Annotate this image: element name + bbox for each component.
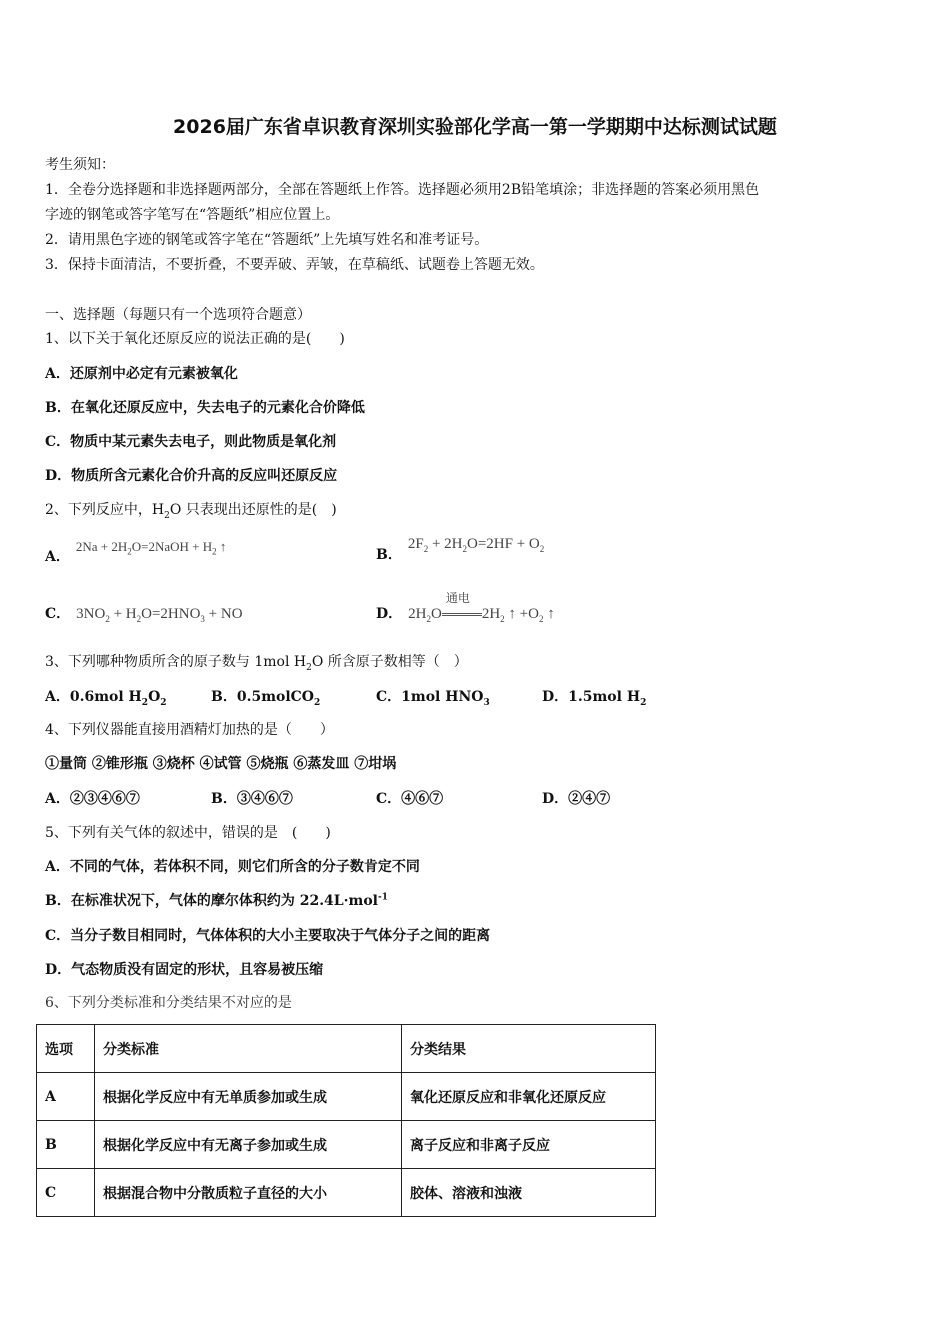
q1-option-c: C．物质中某元素失去电子，则此物质是氧化剂 bbox=[45, 434, 337, 450]
table-row bbox=[37, 1121, 656, 1169]
table-cell: 氧化还原反应和非氧化还原反应 bbox=[402, 1073, 656, 1121]
table-header-cell: 分类结果 bbox=[402, 1025, 656, 1073]
q1-option-d: D．物质所含元素化合价升高的反应叫还原反应 bbox=[45, 468, 338, 484]
q6-stem: 6、下列分类标准和分类结果不对应的是 bbox=[45, 995, 292, 1011]
notice-item-1-cont: 字迹的钢笔或答字笔写在“答题纸”相应位置上。 bbox=[45, 207, 340, 223]
q4-option-d: D．②④⑦ bbox=[542, 791, 611, 807]
q2-option-c: C． $3NO_2 + H_2O=2HNO_3$ + NO bbox=[45, 606, 243, 624]
q4-option-a: A．②③④⑥⑦ bbox=[45, 791, 140, 807]
q3-stem: 3、下列哪种物质所含的原子数与 1mol $H_2O$ 所含原子数相等（ ） bbox=[45, 654, 468, 673]
table-cell: 根据混合物中分散质粒子直径的大小 bbox=[95, 1169, 402, 1217]
table-cell: 胶体、溶液和浊液 bbox=[402, 1169, 656, 1217]
table-header-cell: 选项 bbox=[37, 1025, 95, 1073]
q5-option-b: B．在标准状况下，气体的摩尔体积约为 22.4L·mol$^{-1}$ bbox=[45, 892, 388, 909]
table-row bbox=[37, 1073, 656, 1121]
table-header-cell: 分类标准 bbox=[95, 1025, 402, 1073]
section-heading: 一、选择题（每题只有一个选项符合题意） bbox=[45, 307, 311, 323]
notice-item-1: 1．全卷分选择题和非选择题两部分，全部在答题纸上作答。选择题必须用2B铅笔填涂；非选择题的答案必须用黑色 bbox=[45, 182, 760, 198]
q4-option-c: C．④⑥⑦ bbox=[376, 791, 444, 807]
q2-option-a: A．$2Na + 2H_2O=2NaOH + H_2$ ↑ bbox=[45, 539, 227, 565]
classification-table bbox=[36, 1024, 656, 1217]
q3-option-b: B．0.5molCO$_2$ bbox=[211, 689, 321, 708]
notice-item-3: 3．保持卡面清洁，不要折叠，不要弄破、弄皱，在草稿纸、试题卷上答题无效。 bbox=[45, 257, 544, 273]
table-row bbox=[37, 1169, 656, 1217]
notice-item-2: 2．请用黑色字迹的钢笔或答字笔在“答题纸”上先填写姓名和准考证号。 bbox=[45, 232, 489, 248]
q3-option-a: A．0.6mol $H_2O_2$ bbox=[45, 689, 167, 708]
electrolysis-arrow: 通电 bbox=[442, 606, 482, 623]
table-cell: 根据化学反应中有无单质参加或生成 bbox=[95, 1073, 402, 1121]
q3-option-c: C．1mol $HNO_3$ bbox=[376, 689, 490, 708]
table-header-row bbox=[37, 1025, 656, 1073]
q5-option-c: C．当分子数目相同时，气体体积的大小主要取决于气体分子之间的距离 bbox=[45, 928, 491, 944]
q2-option-b: B．$2F_2 + 2H_2O=2HF + O_2$ bbox=[376, 536, 545, 563]
q4-items: ①量筒 ②锥形瓶 ③烧杯 ④试管 ⑤烧瓶 ⑥蒸发皿 ⑦坩埚 bbox=[45, 756, 397, 772]
table-cell: A bbox=[37, 1073, 95, 1121]
page-title: 2026届广东省卓识教育深圳实验部化学高一第一学期期中达标测试试题 bbox=[173, 116, 777, 138]
q4-stem: 4、下列仪器能直接用酒精灯加热的是（ ） bbox=[45, 722, 334, 738]
q3-option-d: D．1.5mol $H_2$ bbox=[542, 689, 647, 708]
q1-stem: 1、以下关于氧化还原反应的说法正确的是( ) bbox=[45, 331, 345, 347]
q5-stem: 5、下列有关气体的叙述中，错误的是 ( ) bbox=[45, 825, 331, 841]
table-cell: 根据化学反应中有无离子参加或生成 bbox=[95, 1121, 402, 1169]
q5-option-a: A．不同的气体，若体积不同，则它们所含的分子数肯定不同 bbox=[45, 859, 420, 875]
q4-option-b: B．③④⑥⑦ bbox=[211, 791, 293, 807]
table-cell: C bbox=[37, 1169, 95, 1217]
q1-option-a: A．还原剂中必定有元素被氧化 bbox=[45, 366, 238, 382]
q2-option-d: D． $2H_2O$ 通电 $2H_2$ ↑ $+O_2$ ↑ bbox=[376, 591, 555, 624]
table-cell: 离子反应和非离子反应 bbox=[402, 1121, 656, 1169]
table-cell: B bbox=[37, 1121, 95, 1169]
notice-heading: 考生须知： bbox=[45, 157, 115, 173]
q2-stem: 2、下列反应中，$H_2O$ 只表现出还原性的是( ) bbox=[45, 502, 337, 521]
q5-option-d: D．气态物质没有固定的形状，且容易被压缩 bbox=[45, 962, 324, 978]
q1-option-b: B．在氧化还原反应中，失去电子的元素化合价降低 bbox=[45, 400, 365, 416]
